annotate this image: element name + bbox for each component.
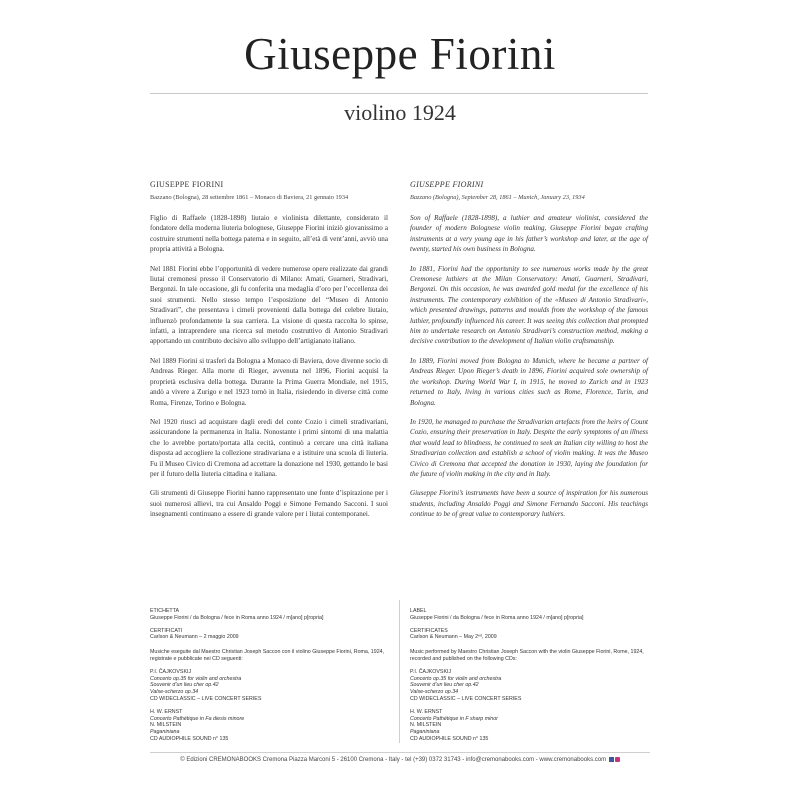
label-text: Giuseppe Fiorini / da Bologna / fece in Roma anno 1924 / m[ano] p[ropria] [150,614,324,621]
title-divider [150,93,648,94]
cd-title: CD AUDIOPHILE SOUND n° 135 [150,735,229,742]
music-intro: Music performed by Maestro Christian Joseph Saccon with the violin Giuseppe Fiorini, Rome, 1924, recorded and published on the following CDs: [410,649,644,662]
cd-title: CD WIDECLASSIC – LIVE CONCERT SERIES [410,695,522,702]
bio-paragraph: In 1920, he managed to purchase the Stradivarian artefacts from the heirs of Count Cozio, ensuring their preservation in Italy. Despite the early symptoms of an illness that would lead to blindness, he continued to seek an Italian city willing to host the Stradivarian collection and establish a school of violin making. It was the Museo Civico di Cremona that accepted the donation in 1930, laying the foundation for the future of violin making in the city and in Italy. [410,417,648,478]
italian-biography [150,180,388,529]
bio-paragraph: Nel 1881 Fiorini ebbe l’opportunità di vedere numerose opere realizzate dai grandi liutai cremonesi presso il Conservatorio di Milano: Amati, Guarneri, Stradivari, Bergonzi. In tale occasione, gli fu conferita una medaglia d’oro per l’eccellenza dei suoi strumenti. Nello stesso tempo l’esposizione del “Museo di Antonio Stradivari”, che presentava i cimeli provenienti dalla bottega del celebre liutaio, influenzò profondamente la sua carriera. La visione di questa raccolta lo spinse, infatti, a intraprendere una ricerca sul metodo costruttivo di Antonio Stradivari apportando un contributo decisivo allo sviluppo dell’artigianato italiano. [150,264,388,346]
cd-title: CD WIDECLASSIC – LIVE CONCERT SERIES [150,695,262,702]
instagram-icon[interactable] [615,757,620,762]
bio-paragraph: Nel 1920 riuscì ad acquistare dagli eredi del conte Cozio i cimeli stradivariani, assicurandone la permanenza in Italia. Nonostante i primi sintomi di una malattia che lo avrebbe portato/portata alla cecità, continuò a cercare una città italiana disposta ad accogliere la collezione stradivariana e a istituire una scuola di liuteria. Fu il Museo Civico di Cremona ad accettare la donazione nel 1930, gettando le basi per il futuro della liuteria cittadina e italiana. [150,417,388,478]
label-text: Giuseppe Fiorini / da Bologna / fece in Roma anno 1924 / m[ano] p[ropria] [410,614,584,621]
english-biography [410,180,648,529]
composer: N. MILSTEIN [150,722,182,729]
footer [0,757,800,763]
english-instrument-info [410,608,650,743]
certificates-heading: CERTIFICATI [150,627,183,634]
footer-text: © Edizioni CREMONABOOKS Cremona Piazza Marconi 5 - 26100 Cremona - Italy - tel (+39) 0372 31743 - info@cremonabooks.com - www.cremonabooks.com [180,757,607,763]
work-title: Souvenir d’un lieu cher op.42 [410,682,479,689]
work-title: Paganiniana [150,729,180,736]
bio-dates: Bazzano (Bologna), September 28, 1861 – Munich, January 23, 1934 [410,194,585,201]
footer-divider [150,752,650,753]
column-divider [399,600,400,743]
bio-name: GIUSEPPE FIORINI [150,180,224,189]
page-title: Giuseppe Fiorini [244,29,556,79]
facebook-icon[interactable] [609,757,614,762]
bio-dates: Bazzano (Bologna), 28 settembre 1861 – Monaco di Baviera, 21 gennaio 1934 [150,194,349,201]
work-title: Souvenir d’un lieu cher op.42 [150,682,219,689]
bio-paragraph: Giuseppe Fiorini’s instruments have been a source of inspiration for his numerous students, including Ansaldo Poggi and Simone Fernando Sacconi. His teachings continue to be of great value to contemporary luthiers. [410,489,648,519]
work-title: Concerto Pathétique in Fa diesis minore [150,715,245,722]
work-title: Concerto op.35 for violin and orchestra [410,675,502,682]
label-heading: ETICHETTA [150,608,180,614]
certificates-heading: CERTIFICATES [410,627,448,634]
composer: H. W. ERNST [410,708,443,715]
bio-paragraph: Gli strumenti di Giuseppe Fiorini hanno rappresentato une fonte d’ispirazione per i suoi numerosi allievi, tra cui Ansaldo Poggi e Simone Fernando Sacconi. I suoi insegnamenti continuano a essere di grande valore per i liutai contemporanei. [150,489,388,519]
work-title: Valse-scherzo op.34 [410,689,459,696]
bio-name: GIUSEPPE FIORINI [410,180,484,189]
composer: H. W. ERNST [150,708,183,715]
certificates-text: Carlson & Neumann – May 2ⁿᵈ, 2009 [410,634,497,641]
composer: P.I. ČAJKOVSKIJ [410,668,452,675]
composer: N. MILSTEIN [410,722,442,729]
bio-paragraph: In 1881, Fiorini had the opportunity to see numerous works made by the great Cremonese luthiers at the Milan Conservatory: Amati, Guarneri, Stradivari, Bergonzi. On this occasion, he was awarded gold medal for the excellence of his instruments. The contemporary exhibition of the «Museo di Antonio Stradivari», which presented drawings, patterns and moulds from the workshop of the famous luthier, profoundly influenced his career. It was seeing this collection that prompted him to undertake research on Antonio Stradivari’s construction method, making a decisive contribution to the development of Italian violin craftsmanship. [410,264,648,346]
work-title: Concerto Pathétique in F sharp minor [410,715,498,722]
bio-paragraph: In 1889, Fiorini moved from Bologna to Munich, where he became a partner of Andreas Rieger. Upon Rieger’s death in 1896, Fiorini acquired sole ownership of the workshop. During World War I, in 1915, he moved to Zurich and in 1923 returned to Italy, living in various cities such as Rome, Florence, Turin, and Bologna. [410,356,648,407]
bio-paragraph: Figlio di Raffaele (1828-1898) liutaio e violinista dilettante, considerato il fondatore della moderna liuteria bolognese, Giuseppe Fiorini iniziò giovanissimo a costruire strumenti nella bottega paterna e in seguito, all’età di vent’anni, avviò una propria attività a Bologna. [150,214,388,254]
composer: P.I. ČAJKOVSKIJ [150,668,192,675]
cd-title: CD AUDIOPHILE SOUND n° 135 [410,735,489,742]
label-heading: LABEL [410,608,427,614]
page-subtitle: violino 1924 [344,100,456,125]
work-title: Paganiniana [410,729,440,736]
work-title: Valse-scherzo op.34 [150,689,199,696]
work-title: Concerto op.35 for violin and orchestra [150,675,242,682]
italian-instrument-info [150,608,390,743]
certificates-text: Carlson & Neumann – 2 maggio 2009 [150,634,239,641]
music-intro: Musiche eseguite dal Maestro Christian Joseph Saccon con il violino Giuseppe Fiorini, Roma, 1924, registrate e pubblicate nei CD seguenti: [150,649,385,662]
bio-paragraph: Nel 1889 Fiorini si trasferì da Bologna a Monaco di Baviera, dove divenne socio di Andreas Rieger. Alla morte di Rieger, avvenuta nel 1896, Fiorini acquisì la proprietà esclusiva della bottega. Durante la Prima Guerra Mondiale, nel 1915, andò a vivere a Zurigo e nel 1923 tornò in Italia, risiedendo in diverse città come Roma, Firenze, Torino e Bologna. [150,356,388,407]
bio-paragraph: Son of Raffaele (1828-1898), a luthier and amateur violinist, considered the founder of modern Bolognese violin making, Giuseppe Fiorini began crafting instruments at a very young age in his father’s workshop and later, at the age of twenty, started his own business in Bologna. [410,214,648,254]
